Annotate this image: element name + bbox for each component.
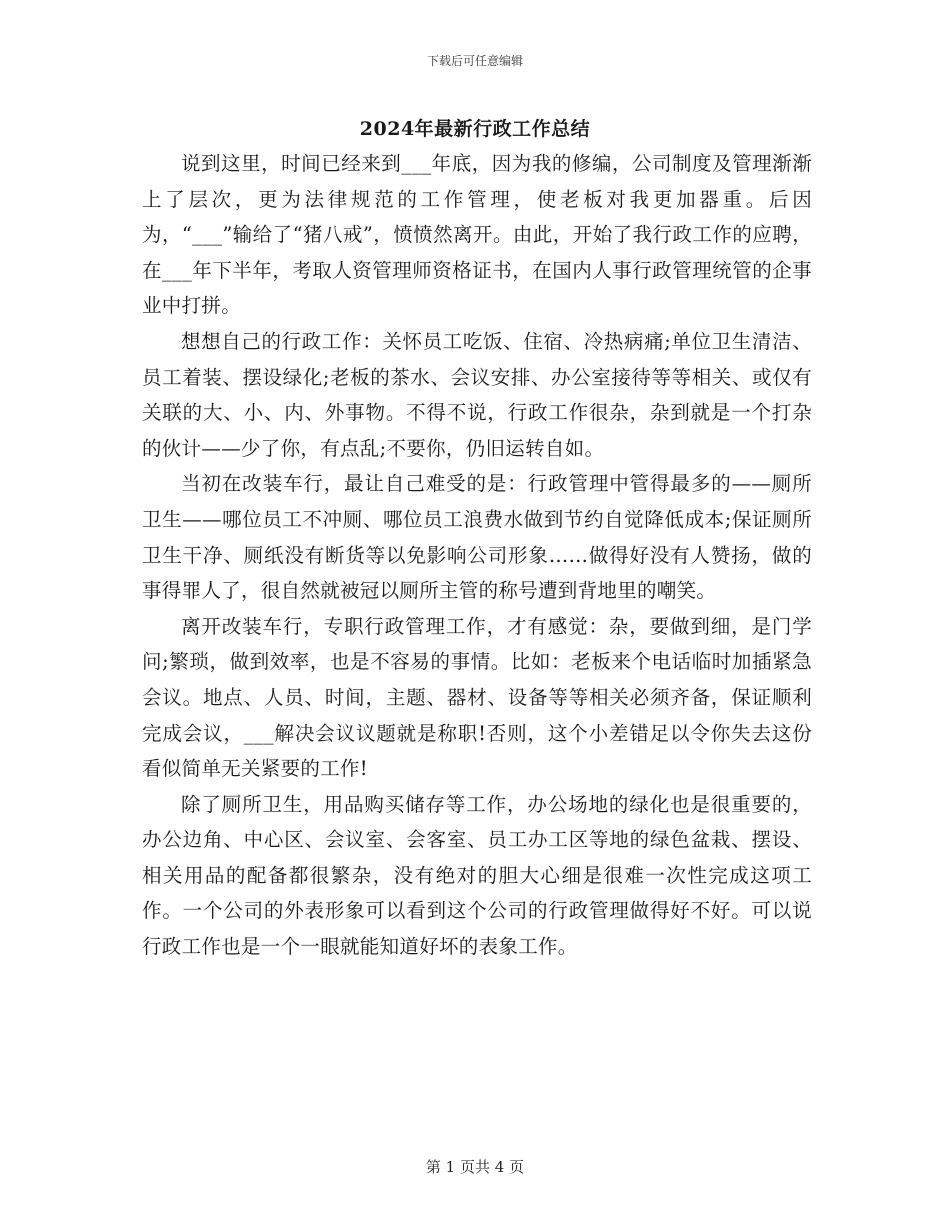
paragraph-2: 想想自己的行政工作：关怀员工吃饭、住宿、冷热病痛;单位卫生清洁、员工着装、摆设绿化;老板的茶水、会议安排、办公室接待等等相关、或仅有关联的大、小、内、外事物。不得不说，行政工作很杂，杂到就是一个打杂的伙计——少了你，有点乱;不要你，仍旧运转自如。 <box>142 329 812 460</box>
document-body <box>142 146 812 965</box>
header-note: 下载后可任意编辑 <box>426 54 523 68</box>
paragraph-3: 当初在改装车行，最让自己难受的是：行政管理中管得最多的——厕所卫生——哪位员工不冲厕、哪位员工浪费水做到节约自觉降低成本;保证厕所卫生干净、厕纸没有断货等以免影响公司形象……做得好没有人赞扬，做的事得罪人了，很自然就被冠以厕所主管的称号遭到背地里的嘲笑。 <box>142 472 812 603</box>
paragraph-5: 除了厕所卫生，用品购买储存等工作，办公场地的绿化也是很重要的，办公边角、中心区、会议室、会客室、员工办工区等地的绿色盆栽、摆设、相关用品的配备都很繁杂，没有绝对的胆大心细是很难一次性完成这项工作。一个公司的外表形象可以看到这个公司的行政管理做得好不好。可以说行政工作也是一个一眼就能知道好坏的表象工作。 <box>142 792 812 959</box>
paragraph-1: 说到这里，时间已经来到___年底，因为我的修编，公司制度及管理渐渐上了层次，更为法律规范的工作管理，使老板对我更加器重。后因为，“___”输给了“猪八戒”，愤愤然离开。由此，开始了我行政工作的应聘，在___年下半年，考取人资管理师资格证书，在国内人事行政管理统管的企事业中打拼。 <box>142 152 812 318</box>
document-title: 2024年最新行政工作总结 <box>359 118 591 140</box>
paragraph-4: 离开改装车行，专职行政管理工作，才有感觉：杂，要做到细，是门学问;繁琐，做到效率，也是不容易的事情。比如：老板来个电话临时加插紧急会议。地点、人员、时间，主题、器材、设备等等相关必须齐备，保证顺利完成会议，___解决会议议题就是称职!否则，这个小差错足以令你失去这份看似简单无关紧要的工作! <box>142 614 812 781</box>
page-number: 第 1 页共 4 页 <box>425 1158 525 1176</box>
